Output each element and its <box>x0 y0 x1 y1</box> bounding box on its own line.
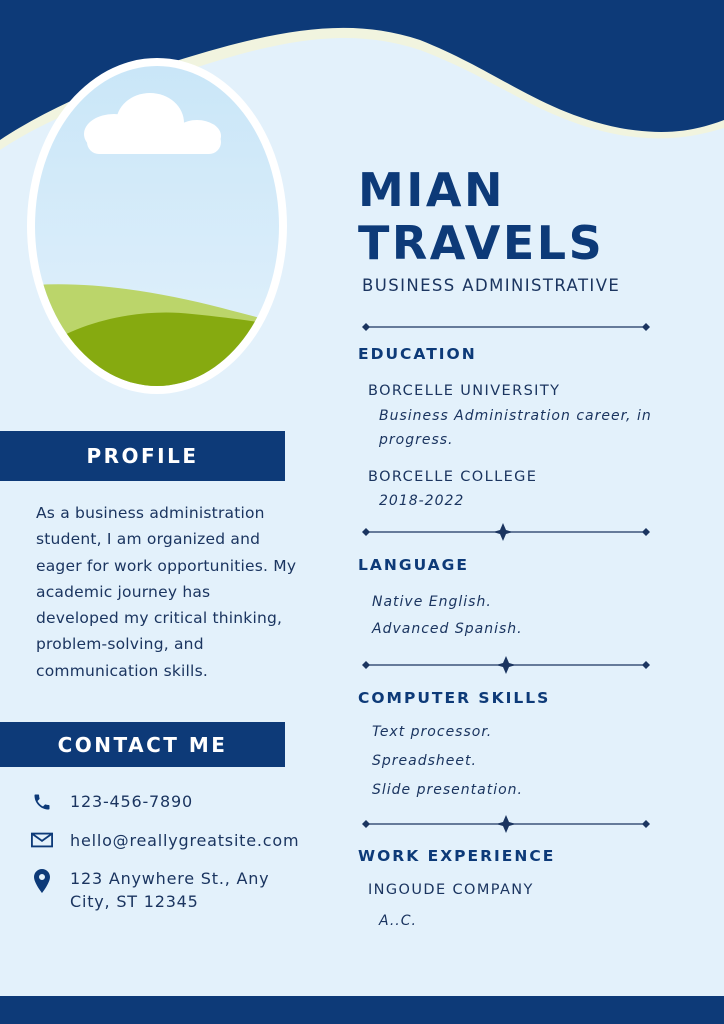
contact-section-header <box>0 722 285 767</box>
resume-name <box>358 164 604 270</box>
profile-photo <box>22 58 292 398</box>
contact-phone-row <box>30 790 300 813</box>
profile-title: PROFILE <box>86 444 199 468</box>
work-detail: A..C. <box>379 913 417 929</box>
education-school-2: BORCELLE COLLEGE <box>368 469 538 485</box>
section-divider <box>360 522 652 542</box>
section-divider <box>360 320 652 334</box>
education-title: EDUCATION <box>358 345 477 363</box>
section-divider <box>360 655 652 675</box>
computer-skills-title: COMPUTER SKILLS <box>358 689 551 707</box>
contact-phone[interactable]: 123-456-7890 <box>70 792 193 811</box>
name-line-1: MIAN <box>358 163 505 217</box>
job-title: BUSINESS ADMINISTRATIVE <box>362 276 621 295</box>
work-experience-title: WORK EXPERIENCE <box>358 847 556 865</box>
computer-skill-3: Slide presentation. <box>372 782 523 798</box>
contact-email[interactable]: hello@reallygreatsite.com <box>70 831 300 850</box>
profile-section-header <box>0 431 285 481</box>
contact-title: CONTACT ME <box>57 732 228 757</box>
language-title: LANGUAGE <box>358 556 469 574</box>
footer-band <box>0 996 724 1024</box>
location-pin-icon <box>30 867 54 893</box>
name-line-2: TRAVELS <box>358 216 605 270</box>
contact-email-row <box>30 829 300 852</box>
work-company: INGOUDE COMPANY <box>368 882 534 898</box>
language-item-2: Advanced Spanish. <box>372 621 523 637</box>
contact-address-row <box>30 867 300 913</box>
profile-description: As a business administration student, I am organized and eager for work opportunities. My academic journey has developed my critical thinking, problem-solving, and communication skills. <box>36 504 297 680</box>
phone-icon <box>30 790 54 812</box>
contact-address: 123 Anywhere St., Any City, ST 12345 <box>70 869 270 911</box>
mail-icon <box>30 829 54 849</box>
education-detail-2: 2018-2022 <box>379 493 465 509</box>
section-divider <box>360 814 652 834</box>
computer-skill-2: Spreadsheet. <box>372 753 477 769</box>
education-school-1: BORCELLE UNIVERSITY <box>368 383 561 399</box>
computer-skill-1: Text processor. <box>372 724 493 740</box>
language-item-1: Native English. <box>372 594 492 610</box>
education-detail-1: Business Administration career, in progress. <box>379 408 652 448</box>
